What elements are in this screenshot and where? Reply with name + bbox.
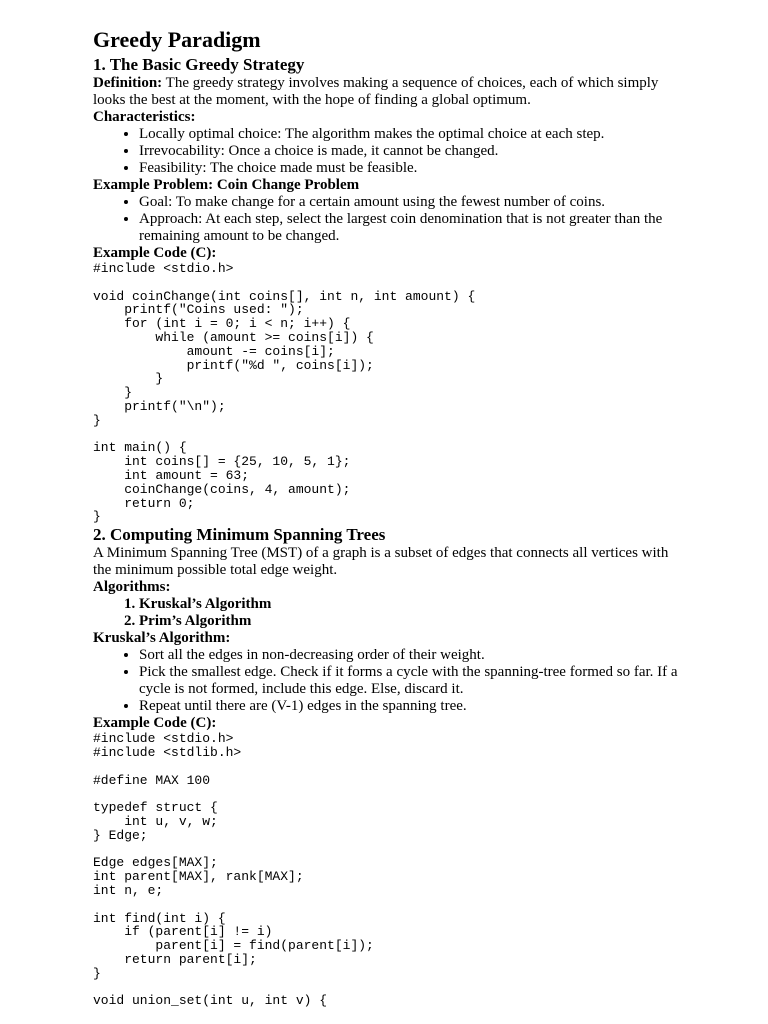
list-item: • Feasibility: The choice made must be feasible. (139, 160, 683, 177)
kruskal-steps-list (93, 647, 683, 715)
example-problem-list (93, 194, 683, 245)
list-item: • Repeat until there are (V-1) edges in the spanning tree. (139, 698, 683, 715)
list-item: • Goal: To make change for a certain amount using the fewest number of coins. (139, 194, 683, 211)
list-item: • Pick the smallest edge. Check if it forms a cycle with the spanning-tree formed so far. If a cycle is not formed, include this edge. Else, discard it. (139, 664, 683, 698)
code-block-coin-change: #include <stdio.h> void coinChange(int coins[], int n, int amount) { printf("Coins used: "); for (int i = 0; i < n; i++) { while (amount >= coins[i]) { amount -= coins[i]; printf("%d ", coins[i]); } } printf("\n"); } int main() { int coins[] = {25, 10, 5, 1}; int amount = 63; coinChange(coins, 4, amount); return 0; } (93, 261, 476, 525)
list-item: • Approach: At each step, select the largest coin denomination that is not greater than the remaining amount to be changed. (139, 211, 683, 245)
code-label: Example Code (C): (93, 715, 217, 732)
definition-label: Definition: (93, 75, 163, 91)
code-label: Example Code (C): (93, 245, 217, 261)
list-item: • Locally optimal choice: The algorithm makes the optimal choice at each step. (139, 126, 683, 143)
characteristics-label: Characteristics: (93, 109, 196, 125)
definition-paragraph (93, 75, 683, 109)
list-item: • Irrevocability: Once a choice is made, it cannot be changed. (139, 143, 683, 160)
kruskal-label: Kruskal’s Algorithm: (93, 630, 231, 647)
algorithms-label: Algorithms: (93, 579, 171, 596)
section-heading-greedy-strategy: 1. The Basic Greedy Strategy (93, 55, 305, 74)
document-title: Greedy Paradigm (93, 27, 261, 52)
list-item: • Sort all the edges in non-decreasing order of their weight. (139, 647, 683, 664)
definition-text: The greedy strategy involves making a sequence of choices, each of which simply looks the best at the moment, with the hope of finding a global optimum. (93, 75, 659, 108)
mst-intro-paragraph: A Minimum Spanning Tree (MST) of a graph is a subset of edges that connects all vertices with the minimum possible total edge weight. (93, 545, 669, 579)
list-item: 2. Prim’s Algorithm (139, 613, 683, 630)
example-problem-label: Example Problem: Coin Change Problem (93, 177, 360, 193)
list-item: 1. Kruskal’s Algorithm (139, 596, 683, 613)
algorithms-list (93, 596, 683, 630)
section-heading-mst: 2. Computing Minimum Spanning Trees (93, 525, 386, 545)
document-page (93, 26, 683, 1008)
characteristics-list (93, 126, 683, 177)
code-block-kruskal: #include <stdio.h> #include <stdlib.h> #define MAX 100 typedef struct { int u, v, w; } Edge; Edge edges[MAX]; int parent[MAX], rank[MAX]; int n, e; int find(int i) { if (parent[i] != i) parent[i] = find(parent[i]); return parent[i]; } void union_set(int u, int v) { (93, 731, 374, 1009)
